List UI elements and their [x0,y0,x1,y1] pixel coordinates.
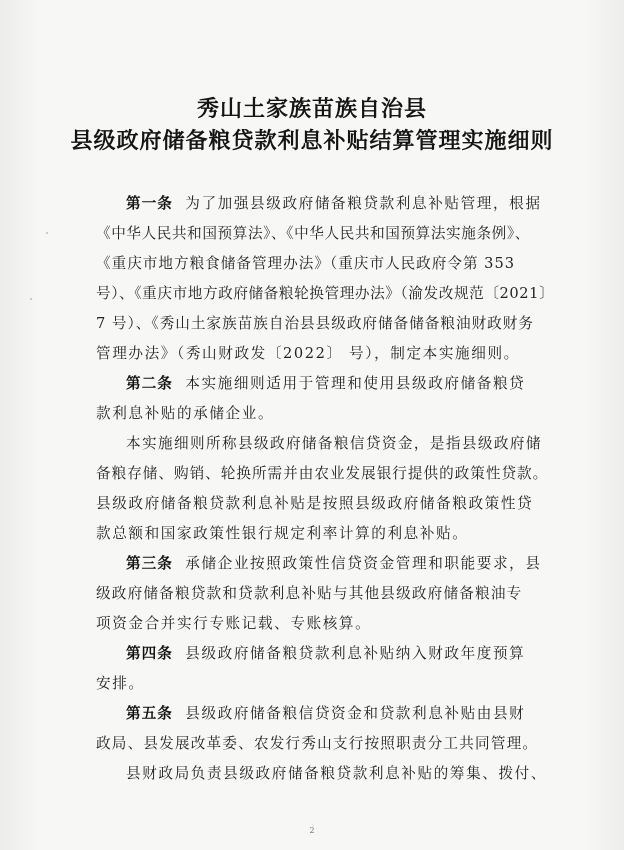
article-1-line-4: 号）、《重庆市地方政府储备粮轮换管理办法》（渝发改规范〔2021〕 [96,285,555,302]
article-4-line-2: 安排。 [96,675,145,692]
article-1-line-2: 《中华人民共和国预算法》、《中华人民共和国预算法实施条例》、 [96,225,530,242]
article-2-para-line-1: 本实施细则所称县级政府储备粮信贷资金，是指县级政府储 [126,435,542,452]
article-1-line-1: 第一条 为了加强县级政府储备粮贷款利息补贴管理，根据 [126,195,542,212]
article-4-label: 第四条 [126,645,173,662]
article-3-line-1: 第三条 承储企业按照政策性信贷资金管理和职能要求，县 [126,555,542,572]
article-4-line-1: 第四条 县级政府储备粮贷款利息补贴纳入财政年度预算 [126,645,526,662]
article-2-para-line-2: 备粮存储、购销、轮换所需并由农业发展银行提供的政策性贷款。 [96,465,549,482]
scan-speck [46,232,48,234]
article-2-line-2: 款利息补贴的承储企业。 [96,405,275,422]
article-5-label: 第五条 [126,705,173,722]
doc-title-line2: 县级政府储备粮贷款利息补贴结算管理实施细则 [70,128,554,154]
article-2-para-line-3: 县级政府储备粮贷款利息补贴是按照县级政府储备粮政策性贷 [96,495,534,512]
doc-title-line1: 秀山土家族苗族自治县 [196,96,427,122]
article-1-line-6: 管理办法》（秀山财政发〔2022〕 号），制定本实施细则。 [96,345,520,362]
article-1-line-3: 《重庆市地方粮食储备管理办法》（重庆市人民政府令第 353 [96,255,516,272]
article-3-label: 第三条 [126,555,173,572]
article-5-line-2: 政局、县发展改革委、农发行秀山支行按照职责分工共同管理。 [96,735,539,752]
article-3-line-3: 项资金合并实行专账记载、专账核算。 [96,615,372,632]
article-5-line-1: 第五条 县级政府储备粮信贷资金和贷款利息补贴由县财 [126,705,526,722]
article-5-para-line-1: 县财政局负责县级政府储备粮贷款利息补贴的筹集、拨付、 [126,765,548,782]
article-1-line-5: 7 号）、《秀山土家族苗族自治县县级政府储备储备粮油财政财务 [96,315,534,332]
article-1-label: 第一条 [126,195,173,212]
article-3-line-2: 级政府储备粮贷款和贷款利息补贴与其他县级政府储备粮油专 [96,585,523,602]
article-2-line-1: 第二条 本实施细则适用于管理和使用县级政府储备粮贷 [126,375,526,392]
page-number: 2 [309,826,315,835]
article-2-label: 第二条 [126,375,173,392]
article-2-para-line-4: 款总额和国家政策性银行规定利率计算的利息补贴。 [96,525,469,542]
scan-speck [30,298,32,300]
